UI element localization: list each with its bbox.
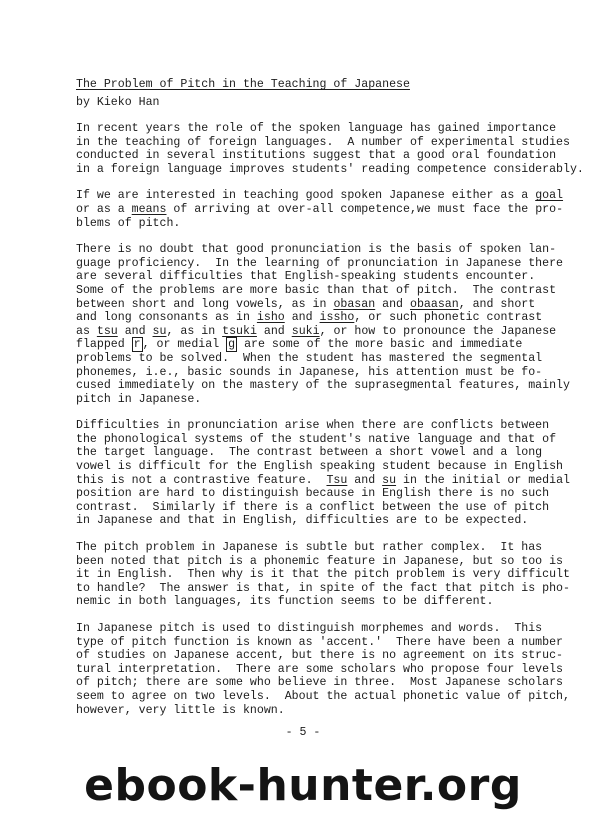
text-line <box>76 217 576 231</box>
text-line <box>76 514 576 528</box>
text-line <box>76 676 576 690</box>
text-line <box>76 379 576 393</box>
text-segment: tural interpretation. There are some scholars who propose four levels <box>76 662 564 676</box>
text-line <box>76 460 576 474</box>
text-line <box>76 541 576 555</box>
text-segment: , or medial <box>142 338 227 352</box>
underlined-term: isho <box>256 311 285 325</box>
text-line <box>76 149 576 163</box>
text-segment: in Japanese and that in English, difficulties are to be expected. <box>76 514 529 528</box>
text-segment: type of pitch function is known as 'accent.' There have been a number <box>76 635 564 649</box>
paragraph <box>76 122 584 176</box>
text-line <box>76 270 576 284</box>
text-segment: however, very little is known. <box>76 703 285 717</box>
text-segment: If we are interested in teaching good spoken Japanese either as a <box>76 189 536 203</box>
paragraph <box>76 243 576 406</box>
underlined-term: issho <box>319 311 355 325</box>
underlined-term: goal <box>535 189 564 203</box>
text-line <box>76 338 576 352</box>
text-line <box>76 189 576 203</box>
text-line <box>76 122 576 136</box>
text-segment: the phonological systems of the student's native language and that of <box>76 432 557 446</box>
text-segment: pitch in Japanese. <box>76 392 202 406</box>
text-line <box>76 203 576 217</box>
text-line <box>76 446 576 460</box>
text-segment: , or how to pronounce the Japanese <box>319 324 557 338</box>
text-segment: position are hard to distinguish because in English there is no such <box>76 487 550 501</box>
text-segment: There is no doubt that good pronunciation is the basis of spoken lan- <box>76 243 557 257</box>
text-segment: , or such phonetic contrast <box>354 311 543 325</box>
text-segment: cused immediately on the mastery of the suprasegmental features, mainly <box>76 379 570 393</box>
text-segment: nemic in both languages, its function seems to be different. <box>76 595 494 609</box>
underlined-term: suki <box>291 324 320 338</box>
paragraph <box>76 541 576 609</box>
text-segment: , and short <box>458 297 536 311</box>
underlined-term: tsuki <box>222 324 257 338</box>
phonetic-symbol: r <box>133 338 141 352</box>
text-segment: contrast. Similarly if there is a conflict between the use of pitch <box>76 500 550 514</box>
text-segment: blems of pitch. <box>76 216 181 230</box>
underlined-term: obasan <box>333 297 376 311</box>
text-line <box>76 636 576 650</box>
text-line <box>76 582 576 596</box>
underlined-term: su <box>382 473 397 487</box>
text-segment: are several difficulties that English-speaking students encounter. <box>76 270 536 284</box>
text-segment: guage proficiency. In the learning of pronunciation in Japanese there <box>76 256 564 270</box>
document-body <box>76 122 584 730</box>
underlined-term: Tsu <box>326 473 348 487</box>
text-line <box>76 284 576 298</box>
text-segment: of arriving at over-all competence,we must face the pro- <box>166 202 564 216</box>
text-segment: and <box>347 473 383 487</box>
text-segment: phonemes, i.e., basic sounds in Japanese, his attention must be fo- <box>76 365 543 379</box>
text-segment: problems to be solved. When the student has mastered the segmental <box>76 351 543 365</box>
text-line <box>76 243 576 257</box>
text-line <box>76 162 584 177</box>
text-line <box>76 298 576 312</box>
text-line <box>76 704 576 718</box>
text-segment: and <box>375 297 410 311</box>
text-segment: and <box>117 324 153 338</box>
text-line <box>76 649 576 663</box>
text-line <box>76 257 576 271</box>
underlined-term: means <box>131 202 167 216</box>
underlined-term: tsu <box>96 324 118 338</box>
text-line <box>76 690 576 704</box>
underlined-term: su <box>152 324 167 338</box>
text-segment: the target language. The contrast between a short vowel and a long <box>76 446 543 460</box>
text-segment: or as a <box>76 202 132 216</box>
text-line <box>76 555 576 569</box>
text-line <box>76 136 576 150</box>
text-line <box>76 474 576 488</box>
page-number: - 5 - <box>285 726 321 739</box>
text-segment: conducted in several institutions suggest that a good oral foundation <box>76 149 557 163</box>
text-segment: and long consonants as in <box>76 311 257 325</box>
text-segment: and <box>256 324 292 338</box>
text-segment: between short and long vowels, as in <box>76 297 334 311</box>
text-line <box>76 663 576 677</box>
text-line <box>76 487 576 501</box>
text-line <box>76 393 576 407</box>
underlined-term: obaasan <box>409 297 459 311</box>
text-segment: In Japanese pitch is used to distinguish morphemes and words. This <box>76 622 543 635</box>
text-segment: to handle? The answer is that, in spite of the fact that pitch is pho- <box>76 581 570 595</box>
document-title: The Problem of Pitch in the Teaching of Japanese <box>76 78 410 91</box>
text-segment: vowel is difficult for the English speaking student because in English <box>76 460 564 474</box>
text-segment: The pitch problem in Japanese is subtle but rather complex. It has <box>76 541 543 555</box>
text-line <box>76 568 576 582</box>
text-segment: of pitch; there are some who believe in three. Most Japanese scholars <box>76 676 564 690</box>
text-line <box>76 311 576 325</box>
text-segment: Some of the problems are more basic than that of pitch. The contrast <box>76 283 557 297</box>
text-line <box>76 419 576 433</box>
text-segment: in the teaching of foreign languages. A number of experimental studies <box>76 135 570 149</box>
text-segment: it in English. Then why is it that the pitch problem is very difficult <box>76 568 570 582</box>
text-segment: and <box>284 311 320 325</box>
text-segment: , as in <box>166 324 223 338</box>
watermark: ebook-hunter.org <box>84 760 522 811</box>
text-line <box>76 501 576 515</box>
text-segment: been noted that pitch is a phonemic feature in Japanese, but so too is <box>76 554 564 568</box>
text-line <box>76 352 576 366</box>
text-segment: are some of the more basic and immediate <box>237 338 523 352</box>
text-segment: as <box>76 324 97 338</box>
text-segment: this is not a contrastive feature. <box>76 473 327 487</box>
text-line <box>76 325 576 339</box>
text-line <box>76 366 576 380</box>
text-segment: In recent years the role of the spoken language has gained importance <box>76 122 557 135</box>
text-segment: Difficulties in pronunciation arise when there are conflicts between <box>76 419 550 433</box>
text-segment: seem to agree on two levels. About the actual phonetic value of pitch, <box>76 689 570 703</box>
author-byline: by Kieko Han <box>76 96 160 109</box>
paragraph <box>76 419 576 528</box>
text-segment: of studies on Japanese accent, but there is no agreement on its struc- <box>76 649 564 663</box>
text-line <box>76 595 576 609</box>
phonetic-symbol: g <box>228 338 236 352</box>
text-segment: flapped <box>76 338 132 352</box>
paragraph <box>76 189 576 230</box>
text-line <box>76 433 576 447</box>
text-segment: in the initial or medial <box>396 473 570 487</box>
text-segment: in a foreign language improves students' reading competence considerably. <box>76 162 584 176</box>
text-line <box>76 622 576 636</box>
paragraph <box>76 622 576 717</box>
